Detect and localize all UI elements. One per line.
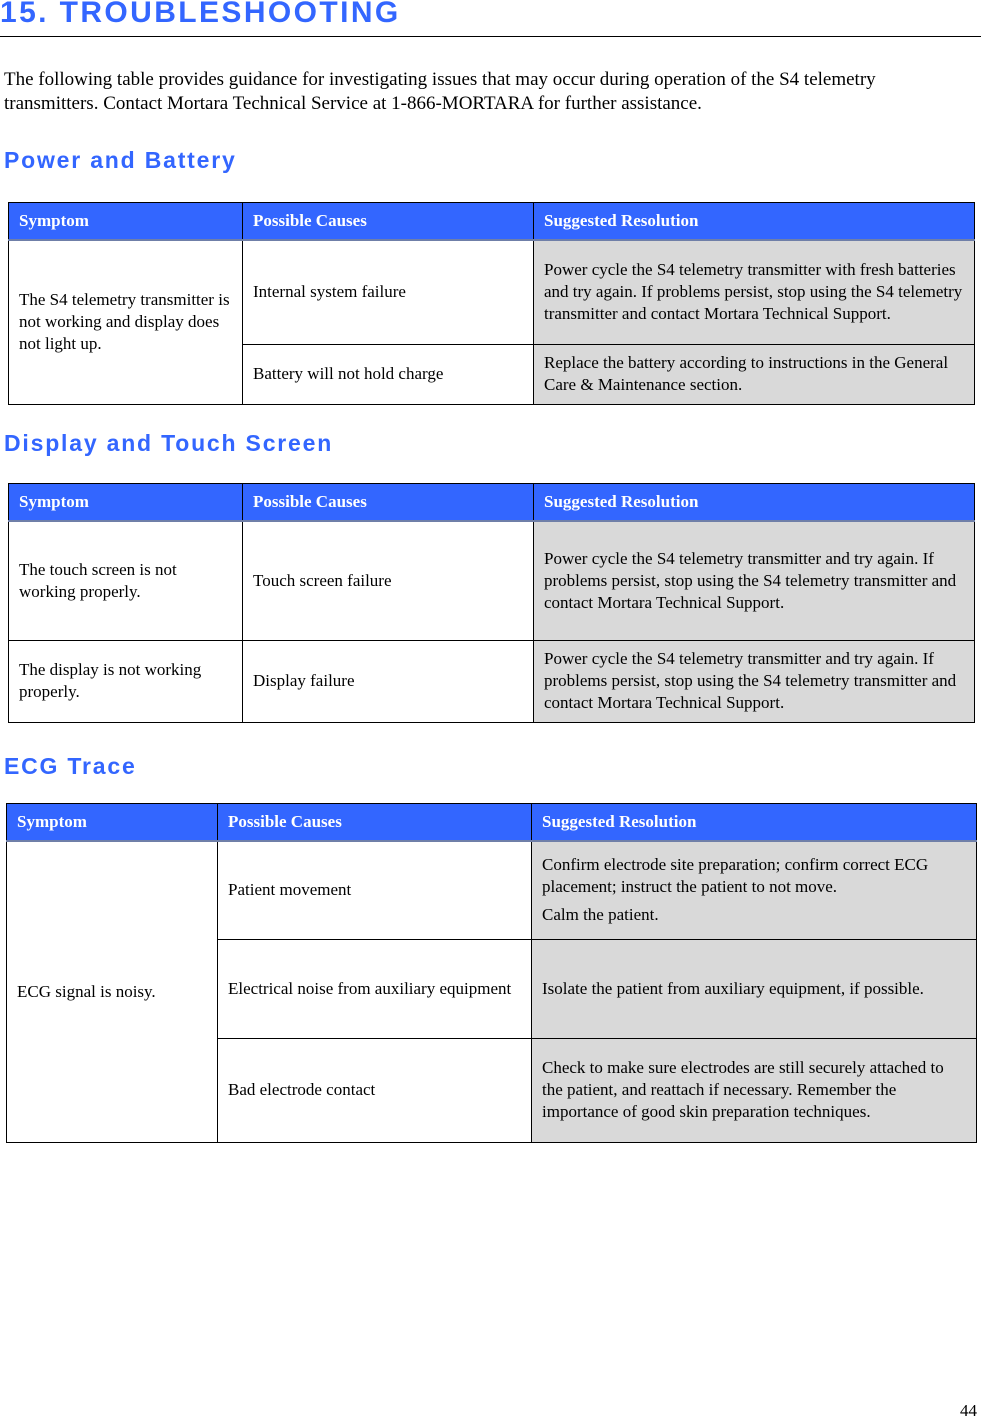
intro-paragraph: The following table provides guidance for investigating issues that may occur during operation of the S4 telemetry transmitters. Contact Mortara Technical Service at 1-866-MORTARA for further assistance. — [4, 69, 876, 114]
table-header-row — [9, 203, 975, 241]
header-suggested-resolution: Suggested Resolution — [534, 484, 975, 522]
header-symptom: Symptom — [7, 804, 218, 842]
cause-cell: Touch screen failure — [243, 521, 534, 640]
cause-cell: Battery will not hold charge — [243, 344, 534, 404]
page-number: 44 — [960, 1401, 977, 1420]
display-touch-table — [8, 483, 975, 723]
table-row — [9, 640, 975, 722]
title-divider — [0, 36, 981, 37]
header-possible-causes: Possible Causes — [218, 804, 532, 842]
ecg-trace-table — [6, 803, 977, 1143]
resolution-cell: Replace the battery according to instructions in the General Care & Maintenance section. — [534, 344, 975, 404]
power-battery-table — [8, 202, 975, 405]
symptom-cell: The display is not working properly. — [9, 640, 243, 722]
table-header-row — [9, 484, 975, 522]
table-row — [9, 521, 975, 640]
table-row — [7, 841, 977, 939]
header-suggested-resolution: Suggested Resolution — [534, 203, 975, 241]
resolution-cell: Check to make sure electrodes are still securely attached to the patient, and reattach if necessary. Remember the importance of good skin preparation techniques. — [532, 1038, 977, 1142]
resolution-text: Confirm electrode site preparation; confirm correct ECG placement; instruct the patient to not move. — [542, 855, 929, 897]
symptom-cell: The touch screen is not working properly. — [9, 521, 243, 640]
header-possible-causes: Possible Causes — [243, 484, 534, 522]
symptom-cell: ECG signal is noisy. — [7, 841, 218, 1142]
header-suggested-resolution: Suggested Resolution — [532, 804, 977, 842]
section-title-power-battery: Power and Battery — [4, 147, 237, 173]
cause-cell: Bad electrode contact — [218, 1038, 532, 1142]
cause-cell: Internal system failure — [243, 240, 534, 344]
cause-cell: Electrical noise from auxiliary equipment — [218, 939, 532, 1038]
resolution-extra-text: Calm the patient. — [542, 905, 659, 925]
resolution-cell: Power cycle the S4 telemetry transmitter with fresh batteries and try again. If problems persist, stop using the S4 telemetry transmitter and contact Mortara Technical Support. — [534, 240, 975, 344]
section-title-ecg-trace: ECG Trace — [4, 753, 137, 779]
resolution-cell: Isolate the patient from auxiliary equipment, if possible. — [532, 939, 977, 1038]
cause-cell: Display failure — [243, 640, 534, 722]
header-symptom: Symptom — [9, 484, 243, 522]
section-title-display-touch: Display and Touch Screen — [4, 430, 334, 456]
header-possible-causes: Possible Causes — [243, 203, 534, 241]
resolution-cell: Power cycle the S4 telemetry transmitter and try again. If problems persist, stop using the S4 telemetry transmitter and contact Mortara Technical Support. — [534, 640, 975, 722]
table-row — [9, 240, 975, 344]
page-title: 15. TROUBLESHOOTING — [0, 0, 401, 29]
resolution-cell — [532, 841, 977, 939]
header-symptom: Symptom — [9, 203, 243, 241]
table-header-row — [7, 804, 977, 842]
cause-cell: Patient movement — [218, 841, 532, 939]
symptom-cell: The S4 telemetry transmitter is not working and display does not light up. — [9, 240, 243, 404]
resolution-cell: Power cycle the S4 telemetry transmitter and try again. If problems persist, stop using the S4 telemetry transmitter and contact Mortara Technical Support. — [534, 521, 975, 640]
